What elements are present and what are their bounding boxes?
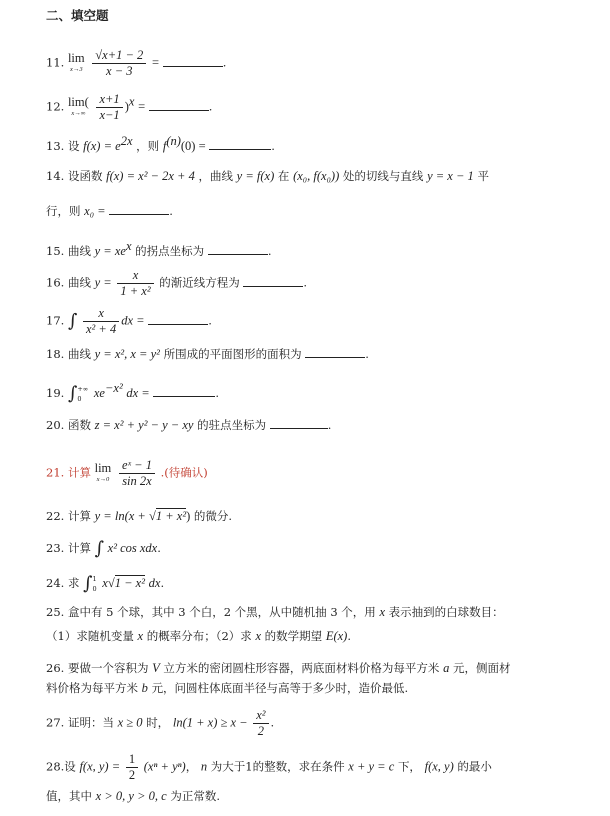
section-title: 二、填空题 (46, 8, 109, 23)
answer-blank (270, 418, 328, 429)
problem-number: 11. (46, 55, 65, 70)
limit: lim x→3 (67, 50, 85, 73)
answer-blank (148, 314, 208, 325)
problem-13: 13. 设 $f(x) = e^{2x}$ ，则 $f^{(n)}(0)$ = . (46, 134, 275, 153)
problem-27: 27. 证明：当 x ≥ 0 时， ln(1 + x) ≥ x − $\frac{\text{x²}}{2}$ . (46, 708, 275, 738)
integral-sign: ∫ (67, 382, 78, 404)
fraction: $\frac{\text{eˣ − 1}}{\sin 2x}$ (119, 458, 155, 489)
answer-blank (163, 56, 223, 67)
problem-16: 16. 曲线 y = $\frac{x}{\text{1 + x²}}$ 的渐近线方程为 . (46, 268, 308, 298)
fraction: $\frac{x+1}{x-1}$ (96, 92, 122, 123)
limit: lim( x→∞ (67, 94, 89, 117)
answer-blank (209, 139, 271, 150)
integral-sign: ∫ (94, 538, 104, 559)
fraction: $\frac{x}{\text{1 + x²}}$ (117, 268, 153, 299)
problem-14-line1: 14. 设函数 f(x) = x² − 2x + 4 ，曲线 y = f(x) 在 (x₀, f(x₀)) 处的切线与直线 y = x − 1 平 (46, 169, 489, 183)
problem-22: 22. 计算 y = ln(x + √1 + x²) 的微分. (46, 509, 233, 523)
problem-28-line2: 值，其中 x > 0, y > 0, c 为正常数. (46, 789, 220, 803)
problem-28-line1: 28.设 f(x, y) = $\frac{1}{2}$ (xⁿ + yⁿ)， n 为大于1的整数，求在条件 x + y = c 下， f(x, y) 的最小 (46, 752, 492, 782)
problem-25-line2: （1）求随机变量 x 的概率分布；（2）求 x 的数学期望 E(x). (46, 629, 351, 643)
problem-26-line2: 料价格为每平方米 b 元，问圆柱体底面半径与高等于多少时，造价最低. (46, 681, 409, 695)
problem-12: 12. lim( x→∞ $\frac{x+1}{x-1}$ )$^x$ = . (46, 92, 213, 122)
answer-blank (149, 100, 209, 111)
problem-23: 23. 计算 ∫ x² cos xdx. (46, 538, 161, 559)
problem-21: 21. 计算 lim x→0 $\frac{\text{eˣ − 1}}{\sin 2x}$ .(待确认) (46, 458, 208, 488)
problem-15: 15. 曲线 $y = xe^x$ 的拐点坐标为 . (46, 239, 272, 258)
problem-26-line1: 26. 要做一个容积为 V 立方米的密闭圆柱形容器，两底面材料价格为每平方米 a 元，侧面材 (46, 661, 511, 675)
problem-18: 18. 曲线 y = x², x = y² 所围成的平面图形的面积为 . (46, 347, 369, 361)
problem-24: 24. 求 ∫ 1 0 x√1 − x² dx. (46, 573, 165, 594)
integral-sign: ∫ (67, 310, 78, 332)
problem-19: 19. ∫ +∞ 0 $xe^{-x^2}$ dx = . (46, 381, 220, 404)
problem-11: 11. lim x→3 $\frac{√x+1 - 2}{x - 3}$ = . (46, 48, 227, 78)
problem-20: 20. 函数 z = x² + y² − y − xy 的驻点坐标为 . (46, 418, 332, 432)
answer-blank (153, 386, 215, 397)
answer-blank (243, 276, 303, 287)
fraction: $\frac{x}{\text{x² + 4}}$ (83, 306, 119, 337)
answer-blank (109, 204, 169, 215)
problem-14-line2: 行，则 x₀ = . (46, 204, 173, 218)
problem-25-line1: 25. 盒中有 5 个球，其中 3 个白，2 个黑，从中随机抽 3 个，用 x 表示抽到的白球数目： (46, 605, 504, 619)
fraction: $\frac{1}{2}$ (126, 752, 138, 783)
answer-blank (305, 347, 365, 358)
answer-blank (208, 244, 268, 255)
problem-17: 17. ∫ $\frac{x}{\text{x² + 4}}$ dx = . (46, 306, 212, 336)
integral-sign: ∫ (83, 573, 93, 594)
fraction: $\frac{√x+1 - 2}{x - 3}$ (92, 48, 146, 79)
fraction: $\frac{\text{x²}}{2}$ (253, 708, 268, 739)
limit: lim x→0 (94, 460, 112, 483)
